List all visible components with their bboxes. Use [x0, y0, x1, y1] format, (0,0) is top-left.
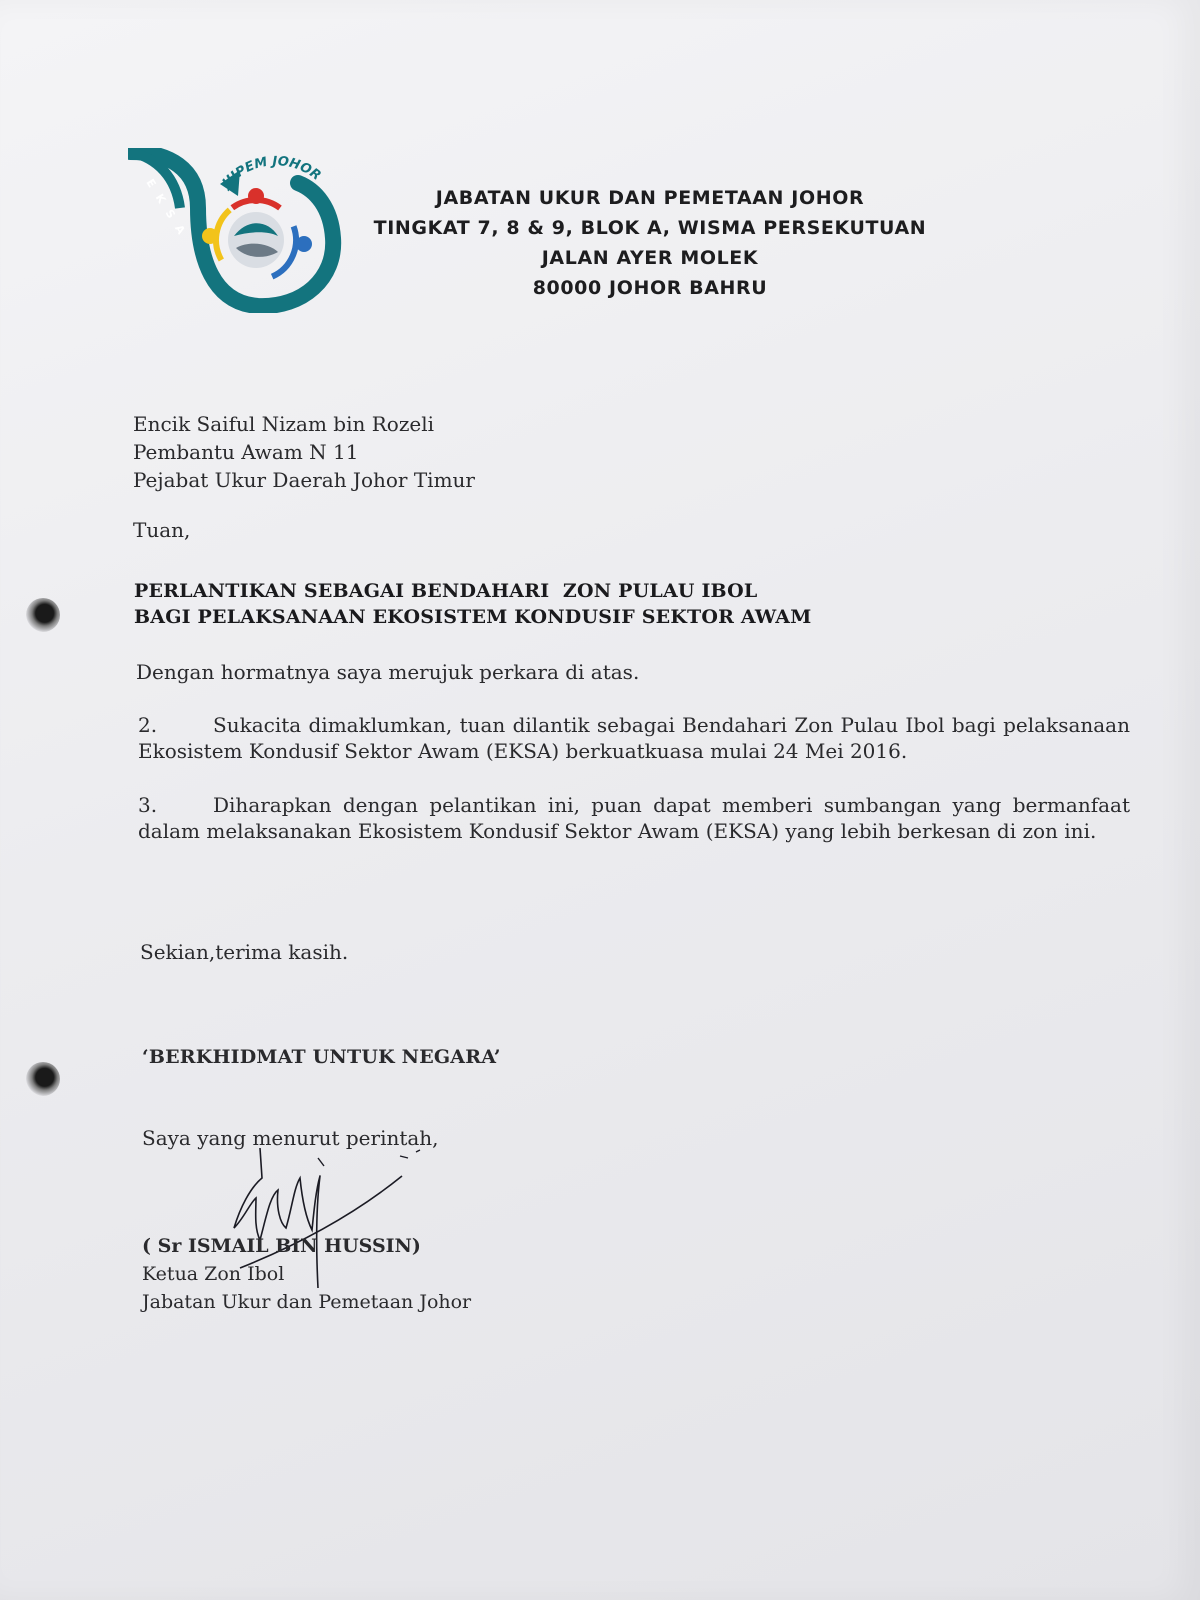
- logo-figure-yellow: [202, 228, 218, 244]
- addressee-name: Encik Saiful Nizam bin Rozeli: [133, 412, 434, 436]
- paragraph-3-number: 3.: [138, 793, 158, 817]
- letterhead-building: TINGKAT 7, 8 & 9, BLOK A, WISMA PERSEKUTUAN: [373, 217, 927, 239]
- logo-figure-red: [248, 188, 264, 204]
- letterhead-street: JALAN AYER MOLEK: [541, 247, 759, 269]
- letterhead: [355, 183, 945, 303]
- salutation: Tuan,: [133, 518, 191, 542]
- addressee-block: [133, 410, 475, 494]
- signer-block: [142, 1232, 471, 1316]
- paragraph-3: [138, 792, 1130, 844]
- paragraph-2-number: 2.: [138, 713, 158, 737]
- letterhead-department: JABATAN UKUR DAN PEMETAAN JOHOR: [435, 187, 865, 209]
- paragraph-1: Dengan hormatnya saya merujuk perkara di atas.: [136, 660, 640, 684]
- addressee-office: Pejabat Ukur Daerah Johor Timur: [133, 468, 475, 492]
- subject-line-2: BAGI PELAKSANAAN EKOSISTEM KONDUSIF SEKTOR AWAM: [134, 606, 812, 628]
- signer-title: Ketua Zon Ibol: [142, 1263, 285, 1285]
- logo-arc-text: JUPEM JOHOR: [219, 154, 324, 191]
- paragraph-3-text: Diharapkan dengan pelantikan ini, puan dapat memberi sumbangan yang bermanfaat dalam melaksanakan Ekosistem Kondusif Sektor Awam (EKSA) yang lebih berkesan di zon ini.: [138, 793, 1130, 843]
- logo-figure-blue: [296, 236, 312, 252]
- order-line: Saya yang menurut perintah,: [142, 1126, 439, 1150]
- addressee-position: Pembantu Awam N 11: [133, 440, 359, 464]
- logo-globe: [228, 212, 284, 268]
- closing-line: Sekian,terima kasih.: [140, 940, 349, 964]
- motto: ‘BERKHIDMAT UNTUK NEGARA’: [142, 1046, 501, 1068]
- signer-department: Jabatan Ukur dan Pemetaan Johor: [142, 1291, 472, 1313]
- punch-hole-bottom: [26, 1062, 60, 1096]
- punch-hole-top: [26, 598, 60, 632]
- paragraph-2: [138, 712, 1130, 764]
- signer-name: ( Sr ISMAIL BIN HUSSIN): [142, 1235, 421, 1257]
- eksa-jupem-logo: [128, 148, 343, 313]
- subject-line-1: PERLANTIKAN SEBAGAI BENDAHARI ZON PULAU IBOL: [134, 580, 758, 602]
- logo-side-text: EKSA: [143, 176, 193, 246]
- subject-heading: [134, 578, 811, 630]
- paragraph-2-text: Sukacita dimaklumkan, tuan dilantik sebagai Bendahari Zon Pulau Ibol bagi pelaksanaan Ekosistem Kondusif Sektor Awam (EKSA) berkuatkuasa mulai 24 Mei 2016.: [138, 713, 1130, 763]
- letterhead-city: 80000 JOHOR BAHRU: [532, 277, 768, 299]
